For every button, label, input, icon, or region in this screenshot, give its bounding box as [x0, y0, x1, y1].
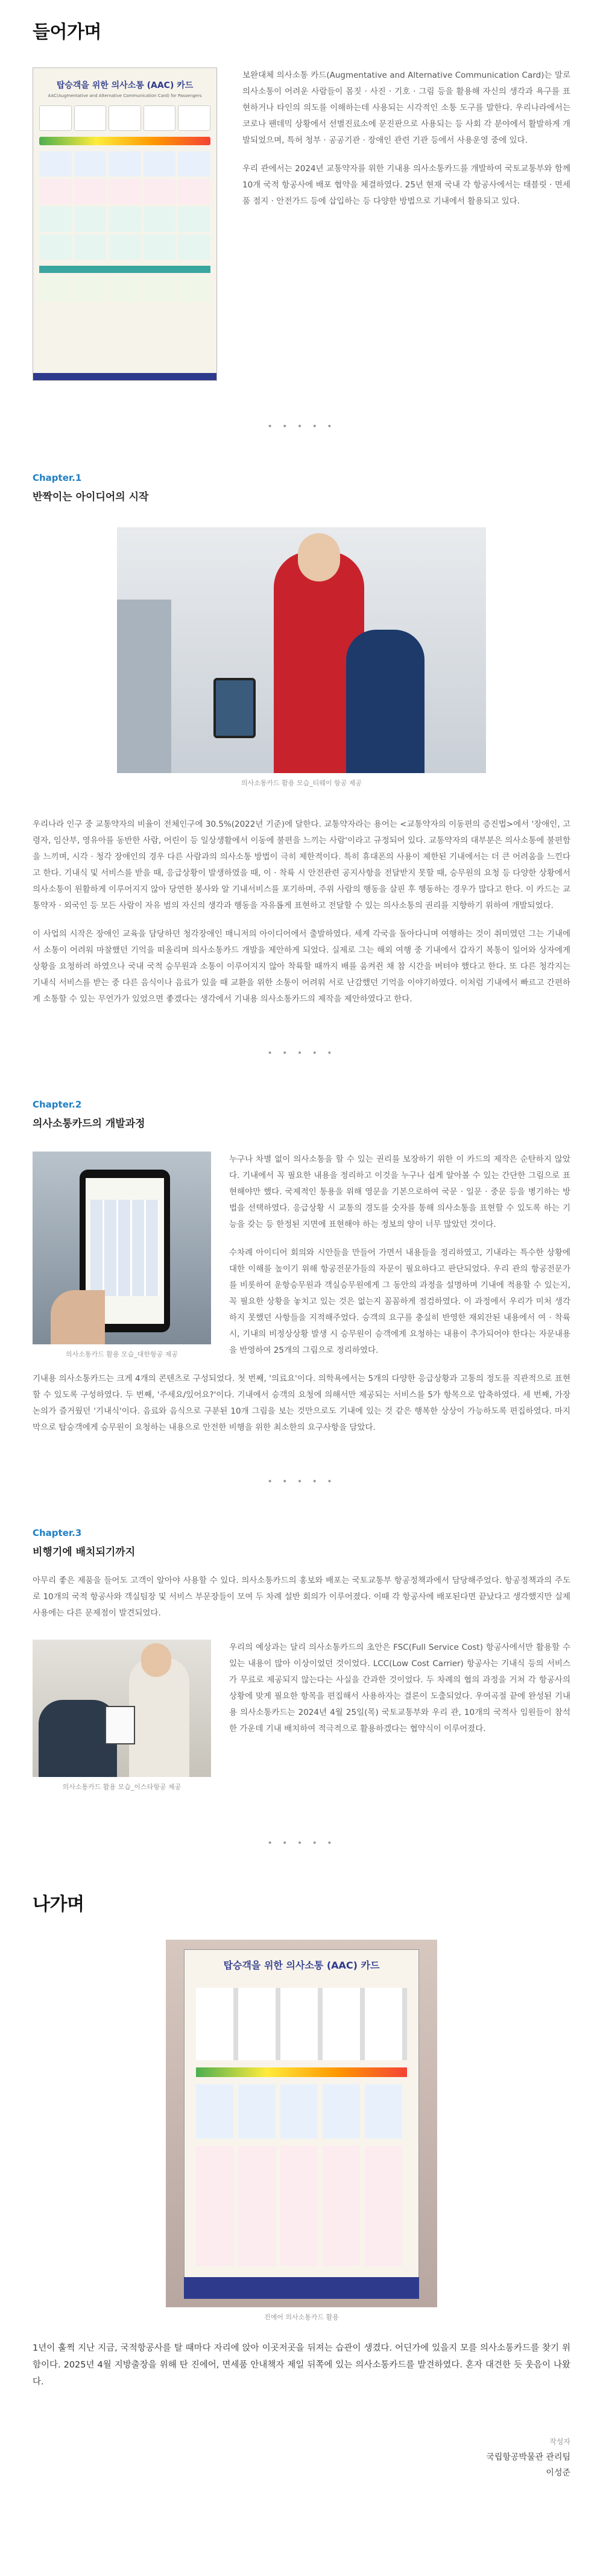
- tablet-screen-grid: [90, 1200, 159, 1296]
- aac-card-image: [33, 67, 217, 381]
- chapter-2-title: 의사소통카드의 개발과정: [33, 1118, 145, 1130]
- intro-paragraph-2: 우리 관에서는 2024년 교통약자를 위한 기내용 의사소통카드를 개발하여 국토교통부와 함께 10개 국적 항공사에 배포 협약을 체결하였다. 25년 현재 국내 각 항공사에서는 태블릿 · 면세품 점지 · 안전가드 등에 삽입하는 등 다양한 방법으로 기내에서 활용되고 있다.: [242, 164, 570, 206]
- author-org: 국립항공박물관 관리팀: [486, 2452, 570, 2462]
- outro-paragraph-1: 1년이 훌쩍 지난 지금, 국적항공사를 탈 때마다 자리에 앉아 이곳저곳을 뒤져는 습관이 생겼다. 어딘가에 있을지 모를 의사소통카드를 찾기 위함이다. 2025년 4월 지방출장을 위해 탄 진에어, 면세품 안내책자 제일 뒤쪽에 있는 의사소통카드를 발견하였다. 혼자 대견한 듯 웃음이 나왔다.: [33, 2343, 570, 2387]
- intro-paragraph-1: 보완대체 의사소통 카드(Augmentative and Alternative Communication Card)는 말로 의사소통이 어려운 사람들이 몸짓 · 사진 · 기호 · 그림 등을 활용해 자신의 생각과 욕구를 표현하거나 타인의 의도를 이해하는데 사용되는 시각적인 소통 도구를 말한다. 우리나라에서는 코로나 팬데믹 상황에서 선별진료소에 문진판으로 사용되는 등 사회 각 분야에서 활발하게 개발되었으며, 특허 청부 · 공공기관 · 장애인 관련 기관 등에서 사용운영 중에 있다.: [242, 71, 570, 145]
- card-subtitle: AAC(Augmentative and Alternative Communication Card) for Passengers: [48, 93, 202, 98]
- author-name: 이성준: [546, 2468, 570, 2478]
- chapter-3-caption: 의사소통카드 활용 모습_이스타항공 제공: [62, 1783, 182, 1791]
- chapter-1-label: Chapter.1: [33, 472, 82, 483]
- section-divider: • • • • •: [267, 1048, 336, 1058]
- chapter-2-figure: [33, 1152, 211, 1359]
- outro-heading: 나가며: [33, 1894, 84, 1915]
- section-divider: • • • • •: [267, 1838, 336, 1848]
- chapter-2-section: [33, 1099, 570, 1436]
- chapter-1-figure: [33, 527, 570, 788]
- outro-figure: [33, 1940, 570, 2322]
- intro-heading: 들어가며: [33, 22, 101, 43]
- section-divider: • • • • •: [267, 1477, 336, 1487]
- cabin-seat: [117, 600, 171, 773]
- crew-passenger-photo: [33, 1640, 211, 1777]
- chapter-2-paragraph-3: 기내용 의사소통카드는 크게 4개의 콘텐츠로 구성되었다. 첫 번째, '의료요'이다. 의학욕에서는 5개의 다양한 응급상황과 고통의 정도를 직관적으로 표현할 수 있도록 구성하였다. 두 번째, '주세요/있어요?'이다. 기내에서 승객의 요청에 의해서만 제공되는 서비스를 5가 항목으로 압축하였다. 세 번째, 가장 논의가 즐거웠던 '기내식'이다. 음료와 음식으로 구분된 10개 그림을 보는 것만으로도 기내에 있는 것 같은 행복한 상상이 가능하도록 편집하였다. 마지막으로 탑승객에게 승무원이 요청하는 내용으로 안전한 비행을 위한 최소한의 요구사항을 담았다.: [33, 1374, 570, 1432]
- chapter-1-paragraph-2: 이 사업의 시작은 장애인 교육을 담당하던 청각장애인 매니저의 아이디어에서 출발하였다. 세계 각국을 돌아다니며 여행하는 것이 취미였던 그는 기내에서 소통이 어려워 마찰했던 기억을 떠올리며 의사소통카드 개발을 제안하게 되었다. 실제로 그는 해외 여행 중 기내에서 갑자기 복통이 일어와 상자에게 상황을 요청하려 하였으나 국내 국적 승무원과 소통이 이루어지지 않아 착륙할 때까지 배를 움켜쥔 채 참 시간을 버텨야 했다고 한다. 또 다른 청각지는 기내식 서비스를 받는 중 다른 음식이나 음료가 있을 때 교환을 위한 소통이 어려워 서로 난감했던 기억을 이야기하였다. 이처럼 기내에서 빠르고 간편하게 소통할 수 있는 무언가가 있었으면 좋겠다는 생각에서 기내용 의사소통카드의 제작을 제안하였다고 한다.: [33, 929, 570, 1004]
- card-grid-top: [39, 105, 210, 131]
- crew-tablet-photo: [117, 527, 486, 773]
- chapter-3-figure: [33, 1640, 211, 1791]
- chapter-3-label: Chapter.3: [33, 1528, 82, 1538]
- chapter-3-paragraph-2: 우리의 예상과는 달리 의사소통카드의 초안은 FSC(Full Service Cost) 항공사에서만 활용할 수 있는 내용이 많아 이상이었던 것이었다. LCC(Low Cost Carrier) 항공사는 기내식 등의 서비스가 무료로 제공되지 않는다는 사실을 간과한 것이었다. 두 차례의 협의 과정을 거쳐 각 항공사의 상황에 맞게 필요한 항목을 편집해서 사용하자는 결론이 도출되었다. 우여곡절 끝에 완성된 기내용 의사소통카드는 2024년 4월 25일(목) 국토교통부와 우리 관, 10개의 국적사 임원들이 참석한 가운데 기내 배치하여 적극적으로 활용하겠다는 협약식이 이루어졌다.: [229, 1643, 570, 1734]
- intro-section: [33, 0, 570, 381]
- print-pain-bar: [196, 2067, 407, 2077]
- print-grid-mid: [196, 2084, 407, 2139]
- pain-scale-bar: [39, 137, 210, 145]
- card-grid-mid: [39, 151, 210, 260]
- section-divider: • • • • •: [267, 422, 336, 431]
- chapter-3-section: [33, 1528, 570, 1797]
- hand: [51, 1290, 105, 1344]
- chapter-2-paragraph-1: 누구나 차별 없이 의사소통을 할 수 있는 권리를 보장하기 위한 이 카드의 제작은 순탄하지 않았다. 기내에서 꼭 필요한 내용을 정리하고 이것을 누구나 쉽게 알아볼 수 있는 간단한 그림으로 표현해야만 했다. 국제적인 통용을 위해 영문을 기본으로하여 국문 · 일문 · 중문 등을 병기하는 방법을 선택하였다. 응급상황 시 교통의 경도를 숫자를 통해 의사소통을 표현할 수 있도록 하는 기능을 갖는 등 한정된 지면에 표현해야 하는 정보의 양이 너무 많았던 것이다.: [229, 1155, 570, 1229]
- card-teal-band: [39, 266, 210, 273]
- card-in-hand: [105, 1706, 135, 1744]
- crew-head: [141, 1643, 171, 1677]
- tablet-in-hand-photo: [33, 1152, 211, 1344]
- crew-head: [298, 533, 340, 581]
- chapter-3-paragraph-1: 아무리 좋은 제품을 들어도 고객이 알아야 사용할 수 있다. 의사소통카드의 홍보와 배포는 국토교통부 항공정책과에서 담당해주었다. 항공정책과의 주도로 10개의 국적 항공사와 객실팀장 및 서비스 부문장들이 모여 두 차례 설반 회의가 이루어졌다. 이때 각 항공사에 배포된다면 끝났다고 생각했지만 실제 사용에는 다른 문제점이 발견되었다.: [33, 1576, 570, 1618]
- chapter-3-title: 비행기에 배치되기까지: [33, 1546, 136, 1558]
- card-grid-bottom: [39, 277, 210, 302]
- chapter-1-paragraph-1: 우리나라 인구 중 교통약자의 비율이 전체인구에 30.5%(2022년 기준)에 달한다. 교통약자라는 용어는 <교통약자의 이동편의 증진법>에서 '장애인, 고령자, 임산부, 영유아를 동반한 사람, 어린이 등 일상생활에서 이동에 불편을 느끼는 사람'이라고 규정되어 있다. 교통약자의 대부분은 의사소통에 불편함을 느끼며, 시각 · 청각 장애인의 경우 다른 사람과의 의사소통 방법이 극히 제한적이다. 특히 휴대폰의 사용이 제한된 기내에서는 더 큰 어려움을 느낀다고 한다. 기내식 및 서비스를 받을 때, 응급상황이 발생하였을 때, 이 · 착륙 시 안전관련 공지사항을 전달받지 못할 때, 승무원의 요청 등 다양한 상황에서 의사소통이 원활하게 이루어지지 않아 당연한 봉사와 알 기내서비스를 포기하며, 주위 사람의 행동을 살핀 후 행동하는 경우가 많다고 한다. 이 카드는 교통약자 · 외국인 등 모든 사람이 자유 범의 자신의 생각과 행동을 자유롭게 표현하고 전달할 수 있는 의사소통의 권리를 지향하기 위하여 개발되었다.: [33, 819, 570, 910]
- chapter-2-caption: 의사소통카드 활용 모습_대한항공 제공: [65, 1350, 178, 1358]
- print-card-title: 탑승객을 위한 의사소통 (AAC) 카드: [223, 1960, 380, 1971]
- print-grid-top: [196, 1988, 407, 2060]
- chapter-2-label: Chapter.2: [33, 1099, 82, 1110]
- chapter-1-title: 반짝이는 아이디어의 시작: [33, 491, 149, 503]
- outro-section: [33, 1889, 570, 2517]
- chapter-1-caption: 의사소통카드 활용 모습_티웨이 항공 제공: [241, 779, 362, 787]
- tablet-device: [213, 678, 256, 738]
- author-signature: [33, 2434, 570, 2481]
- child-figure: [346, 630, 425, 773]
- author-label: 작성자: [549, 2437, 570, 2446]
- aac-card-photo: [166, 1940, 437, 2307]
- chapter-2-paragraph-2: 수차례 아이디어 회의와 시안들을 만들어 가면서 내용들을 정리하였고, 기내라는 특수한 상황에 대한 이해를 높이기 위해 항공전문가들의 자문이 필요하다고 판단되었다. 우리 관의 항공전문가를 비롯하여 운항승무원과 객실승무원에게 그 동안의 과정을 설명하며 기내에 적용할 수 있는지, 꼭 필요한 상황을 놓치고 있는 것은 없는지 꼼꼼하게 점검하였다. 이 과정에서 우리가 미처 생각하지 못했던 사항들을 지적해주었다. 승객의 요구를 충실히 반영한 재외잔된 내용에서 여 · 착륙 시, 기내의 비정상상황 발생 시 승무원이 승객에게 요청하는 내용이 추가되어야 한다는 자문내용을 반영하여 25개의 그림으로 정리하였다.: [229, 1248, 570, 1355]
- print-grid-bottom: [196, 2146, 407, 2266]
- card-title: 탑승객을 위한 의사소통 (AAC) 카드: [56, 81, 194, 90]
- chapter-1-section: [33, 472, 570, 1008]
- outro-caption: 진에어 의사소통카드 활용: [264, 2313, 339, 2321]
- print-footer: [184, 2277, 419, 2299]
- card-footer-band: [33, 373, 216, 380]
